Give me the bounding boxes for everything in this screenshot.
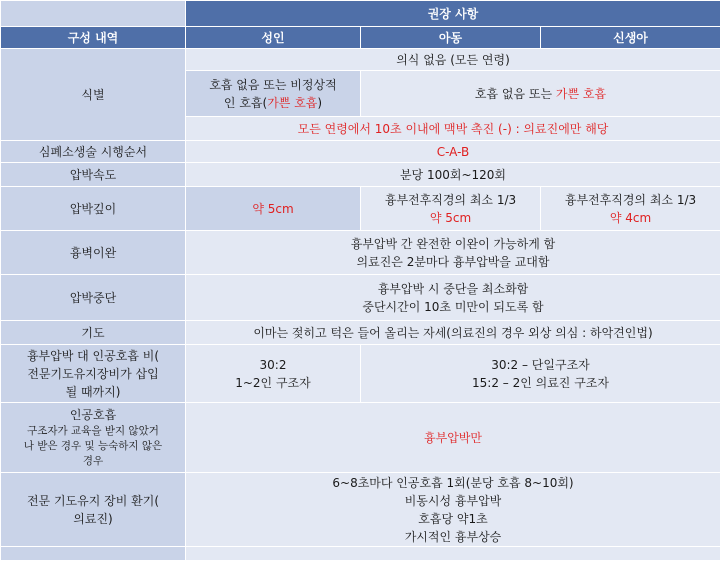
depth-infant-line2: 약 4cm [543, 209, 718, 227]
trailing-label-cell [1, 547, 186, 561]
airway-value: 이마는 젖히고 턱은 들어 올리는 자세(의료진의 경우 외상 의심 : 하악견인법) [186, 321, 720, 345]
header-infant: 신생아 [541, 27, 720, 49]
title-corner-cell [1, 1, 186, 27]
child-infant-breathing-red: 가쁜 호흡 [556, 87, 606, 101]
ratio-label-line2: 전문기도유지장비가 삽입 [3, 365, 183, 383]
recoil-row [1, 231, 720, 275]
interruption-line1: 흉부압박 시 중단을 최소화함 [188, 280, 718, 298]
unconscious-all-ages: 의식 없음 (모든 연령) [186, 49, 720, 71]
adult-breathing-post: ) [317, 96, 322, 110]
advanced-airway-label-line1: 전문 기도유지 장비 환기( [3, 492, 183, 510]
ratio-label-line3: 될 때까지) [3, 383, 183, 401]
ratio-label-cell [1, 345, 186, 403]
depth-label: 압박깊이 [1, 187, 186, 231]
ratio-child-line1: 30:2 – 단일구조자 [363, 356, 718, 374]
unconscious-row [1, 49, 720, 71]
adult-breathing-line1: 호흡 없음 또는 비정상적 [188, 76, 358, 94]
depth-adult: 약 5cm [186, 187, 361, 231]
child-infant-breathing-pre: 호흡 없음 또는 [475, 87, 556, 101]
depth-infant-line1: 흉부전후직경의 최소 1/3 [543, 191, 718, 209]
interruption-cell [186, 275, 720, 321]
title-row [1, 1, 720, 27]
depth-row [1, 187, 720, 231]
pulse-check-note: 모든 연령에서 10초 이내에 맥박 촉진 (-) : 의료진에만 해당 [186, 117, 720, 141]
untrained-label-line1: 인공호흡 [3, 406, 183, 424]
advanced-airway-cell [186, 473, 720, 547]
depth-child-cell [361, 187, 541, 231]
trailing-row [1, 547, 720, 561]
header-adult: 성인 [186, 27, 361, 49]
rate-row [1, 163, 720, 187]
recoil-label: 흉벽이완 [1, 231, 186, 275]
untrained-label-cell [1, 403, 186, 473]
ratio-label-line1: 흉부압박 대 인공호흡 비( [3, 347, 183, 365]
child-infant-breathing-cell [361, 71, 720, 117]
ratio-child-line2: 15:2 – 2인 의료진 구조자 [363, 374, 718, 392]
rate-label: 압박속도 [1, 163, 186, 187]
table-title: 권장 사항 [186, 1, 720, 27]
depth-infant-cell [541, 187, 720, 231]
interruption-line2: 중단시간이 10초 미만이 되도록 함 [188, 298, 718, 316]
interruption-row [1, 275, 720, 321]
depth-child-line1: 흉부전후직경의 최소 1/3 [363, 191, 538, 209]
trailing-value-cell [186, 547, 720, 561]
recoil-line1: 흉부압박 간 완전한 이완이 가능하게 함 [188, 235, 718, 253]
airway-row [1, 321, 720, 345]
ratio-adult-line2: 1~2인 구조자 [188, 374, 358, 392]
advanced-airway-row [1, 473, 720, 547]
rate-value: 분당 100회~120회 [186, 163, 720, 187]
identification-label: 식별 [1, 49, 186, 141]
untrained-value: 흉부압박만 [186, 403, 720, 473]
adult-breathing-line2 [188, 94, 358, 112]
sequence-row [1, 141, 720, 163]
untrained-label-line4: 경우 [3, 454, 183, 469]
advanced-airway-line2: 비동시성 흉부압박 [188, 492, 718, 510]
advanced-airway-line3: 호흡당 약1초 [188, 510, 718, 528]
adult-breathing-red: 가쁜 호흡 [267, 96, 317, 110]
depth-child-line2: 약 5cm [363, 209, 538, 227]
sequence-value: C-A-B [186, 141, 720, 163]
recoil-cell [186, 231, 720, 275]
untrained-row [1, 403, 720, 473]
advanced-airway-line1: 6~8초마다 인공호흡 1회(분당 호흡 8~10회) [188, 474, 718, 492]
header-label: 구성 내역 [1, 27, 186, 49]
ratio-child-cell [361, 345, 720, 403]
header-row [1, 27, 720, 49]
advanced-airway-line4: 가시적인 흉부상승 [188, 528, 718, 546]
untrained-label-line3: 나 받은 경우 및 능숙하지 않은 [3, 439, 183, 454]
advanced-airway-label-cell [1, 473, 186, 547]
recoil-line2: 의료진은 2분마다 흉부압박을 교대함 [188, 253, 718, 271]
airway-label: 기도 [1, 321, 186, 345]
ratio-adult-line1: 30:2 [188, 356, 358, 374]
ratio-row [1, 345, 720, 403]
interruption-label: 압박중단 [1, 275, 186, 321]
sequence-label: 심폐소생술 시행순서 [1, 141, 186, 163]
adult-breathing-pre: 인 호흡( [224, 96, 267, 110]
adult-breathing-cell [186, 71, 361, 117]
header-child: 아동 [361, 27, 541, 49]
untrained-label-line2: 구조자가 교육을 받지 않았거 [3, 424, 183, 439]
ratio-adult-cell [186, 345, 361, 403]
advanced-airway-label-line2: 의료진) [3, 510, 183, 528]
